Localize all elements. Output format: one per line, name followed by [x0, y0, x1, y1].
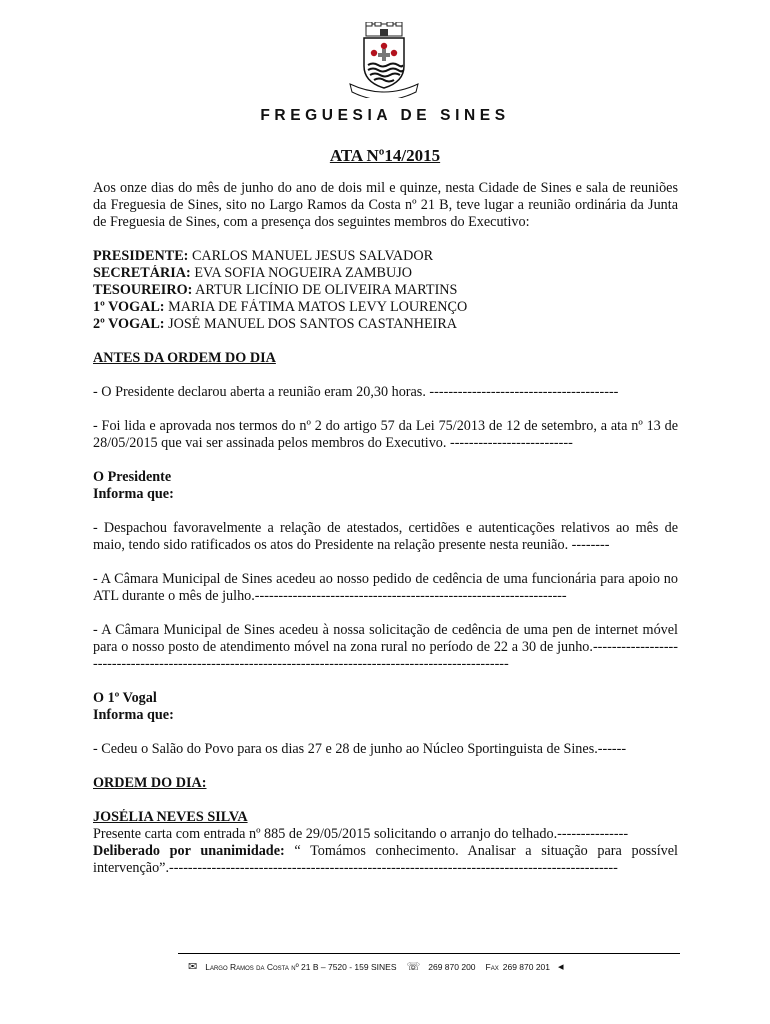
arrow-icon: ◂: [558, 961, 564, 973]
members-list: [93, 248, 678, 333]
footer-divider: [178, 953, 680, 954]
member-row: [93, 282, 678, 299]
member-name: EVA SOFIA NOGUEIRA ZAMBUJO: [190, 265, 413, 281]
document-title: ATA Nº14/2015: [329, 146, 441, 165]
member-name: ARTUR LICÍNIO DE OLIVEIRA MARTINS: [192, 282, 458, 298]
vogal-subheading: Informa que:: [93, 707, 174, 723]
member-role: 2º VOGAL:: [93, 316, 165, 332]
member-name: CARLOS MANUEL JESUS SALVADOR: [188, 248, 434, 264]
section-heading-antes: ANTES DA ORDEM DO DIA: [93, 350, 276, 366]
member-row: [93, 248, 678, 265]
intro-paragraph: Aos onze dias do mês de junho do ano de dois mil e quinze, nesta Cidade de Sines e sala de reuniões da Freguesia de Sines, sito no Largo Ramos da Costa nº 21 B, teve lugar a reunião ordinária da Junta de Freguesia de Sines, com a presença dos seguintes membros do Executivo:: [93, 180, 678, 230]
member-role: SECRETÁRIA:: [93, 265, 191, 281]
decision-label: Deliberado por unanimidade:: [93, 843, 285, 859]
ordem-decision: [93, 843, 678, 877]
coat-of-arms-icon: [340, 22, 428, 98]
footer-address: Largo Ramos da Costa nº 21 B – 7520 - 159 SINES: [205, 961, 397, 972]
footer-fax: 269 870 201: [502, 961, 551, 972]
member-role: PRESIDENTE:: [93, 248, 189, 264]
ordem-line: Presente carta com entrada nº 885 de 29/05/2015 solicitando o arranjo do telhado.---------------: [93, 826, 629, 842]
footer: [188, 960, 688, 973]
footer-phone: 269 870 200: [428, 961, 476, 972]
member-row: [93, 265, 678, 282]
decision-text: “ Tomámos conhecimento. Analisar a situação para possível intervenção”.-----------------------------------------------------------------------------------------------: [93, 843, 678, 876]
vogal-heading: O 1º Vogal: [93, 690, 157, 706]
presidente-subheading: Informa que:: [93, 486, 174, 502]
presidente-item: - A Câmara Municipal de Sines acedeu à nossa solicitação de cedência de uma pen de internet móvel para o nosso posto de atendimento móvel na zona rural no período de 22 a 30 de junho.----------------------------------------------------------------------------------------------------------: [93, 622, 678, 672]
presidente-item: - A Câmara Municipal de Sines acedeu ao nosso pedido de cedência de uma funcionária para apoio no ATL durante o mês de julho.------------------------------------------------------------------: [93, 571, 678, 604]
document-body: [93, 180, 678, 877]
member-row: [93, 316, 678, 333]
organization-name: FREGUESIA DE SINES: [260, 107, 510, 124]
ordem-subject: JOSÉLIA NEVES SILVA: [93, 809, 248, 825]
section-heading-ordem: ORDEM DO DIA:: [93, 775, 207, 791]
presidente-heading: O Presidente: [93, 469, 172, 485]
antes-item: - O Presidente declarou aberta a reunião eram 20,30 horas. ----------------------------------------: [93, 384, 619, 400]
vogal-item: - Cedeu o Salão do Povo para os dias 27 e 28 de junho ao Núcleo Sportinguista de Sines.------: [93, 741, 627, 757]
envelope-icon: ✉: [188, 961, 198, 973]
member-name: MARIA DE FÁTIMA MATOS LEVY LOURENÇO: [164, 299, 468, 315]
member-row: [93, 299, 678, 316]
member-role: TESOUREIRO:: [93, 282, 193, 298]
phone-icon: ☏: [406, 961, 421, 973]
presidente-item: - Despachou favoravelmente a relação de atestados, certidões e autenticações relativos ao mês de maio, tendo sido ratificados os atos do Presidente na relação presente nesta reunião. --------: [93, 520, 678, 553]
member-name: JOSÉ MANUEL DOS SANTOS CASTANHEIRA: [164, 316, 458, 332]
footer-fax-label: Fax: [485, 961, 499, 972]
member-role: 1º VOGAL:: [93, 299, 165, 315]
antes-item: - Foi lida e aprovada nos termos do nº 2 do artigo 57 da Lei 75/2013 de 12 de setembro, a ata nº 13 de 28/05/2015 que vai ser assinada pelos membros do Executivo. --------------------------: [93, 418, 678, 451]
